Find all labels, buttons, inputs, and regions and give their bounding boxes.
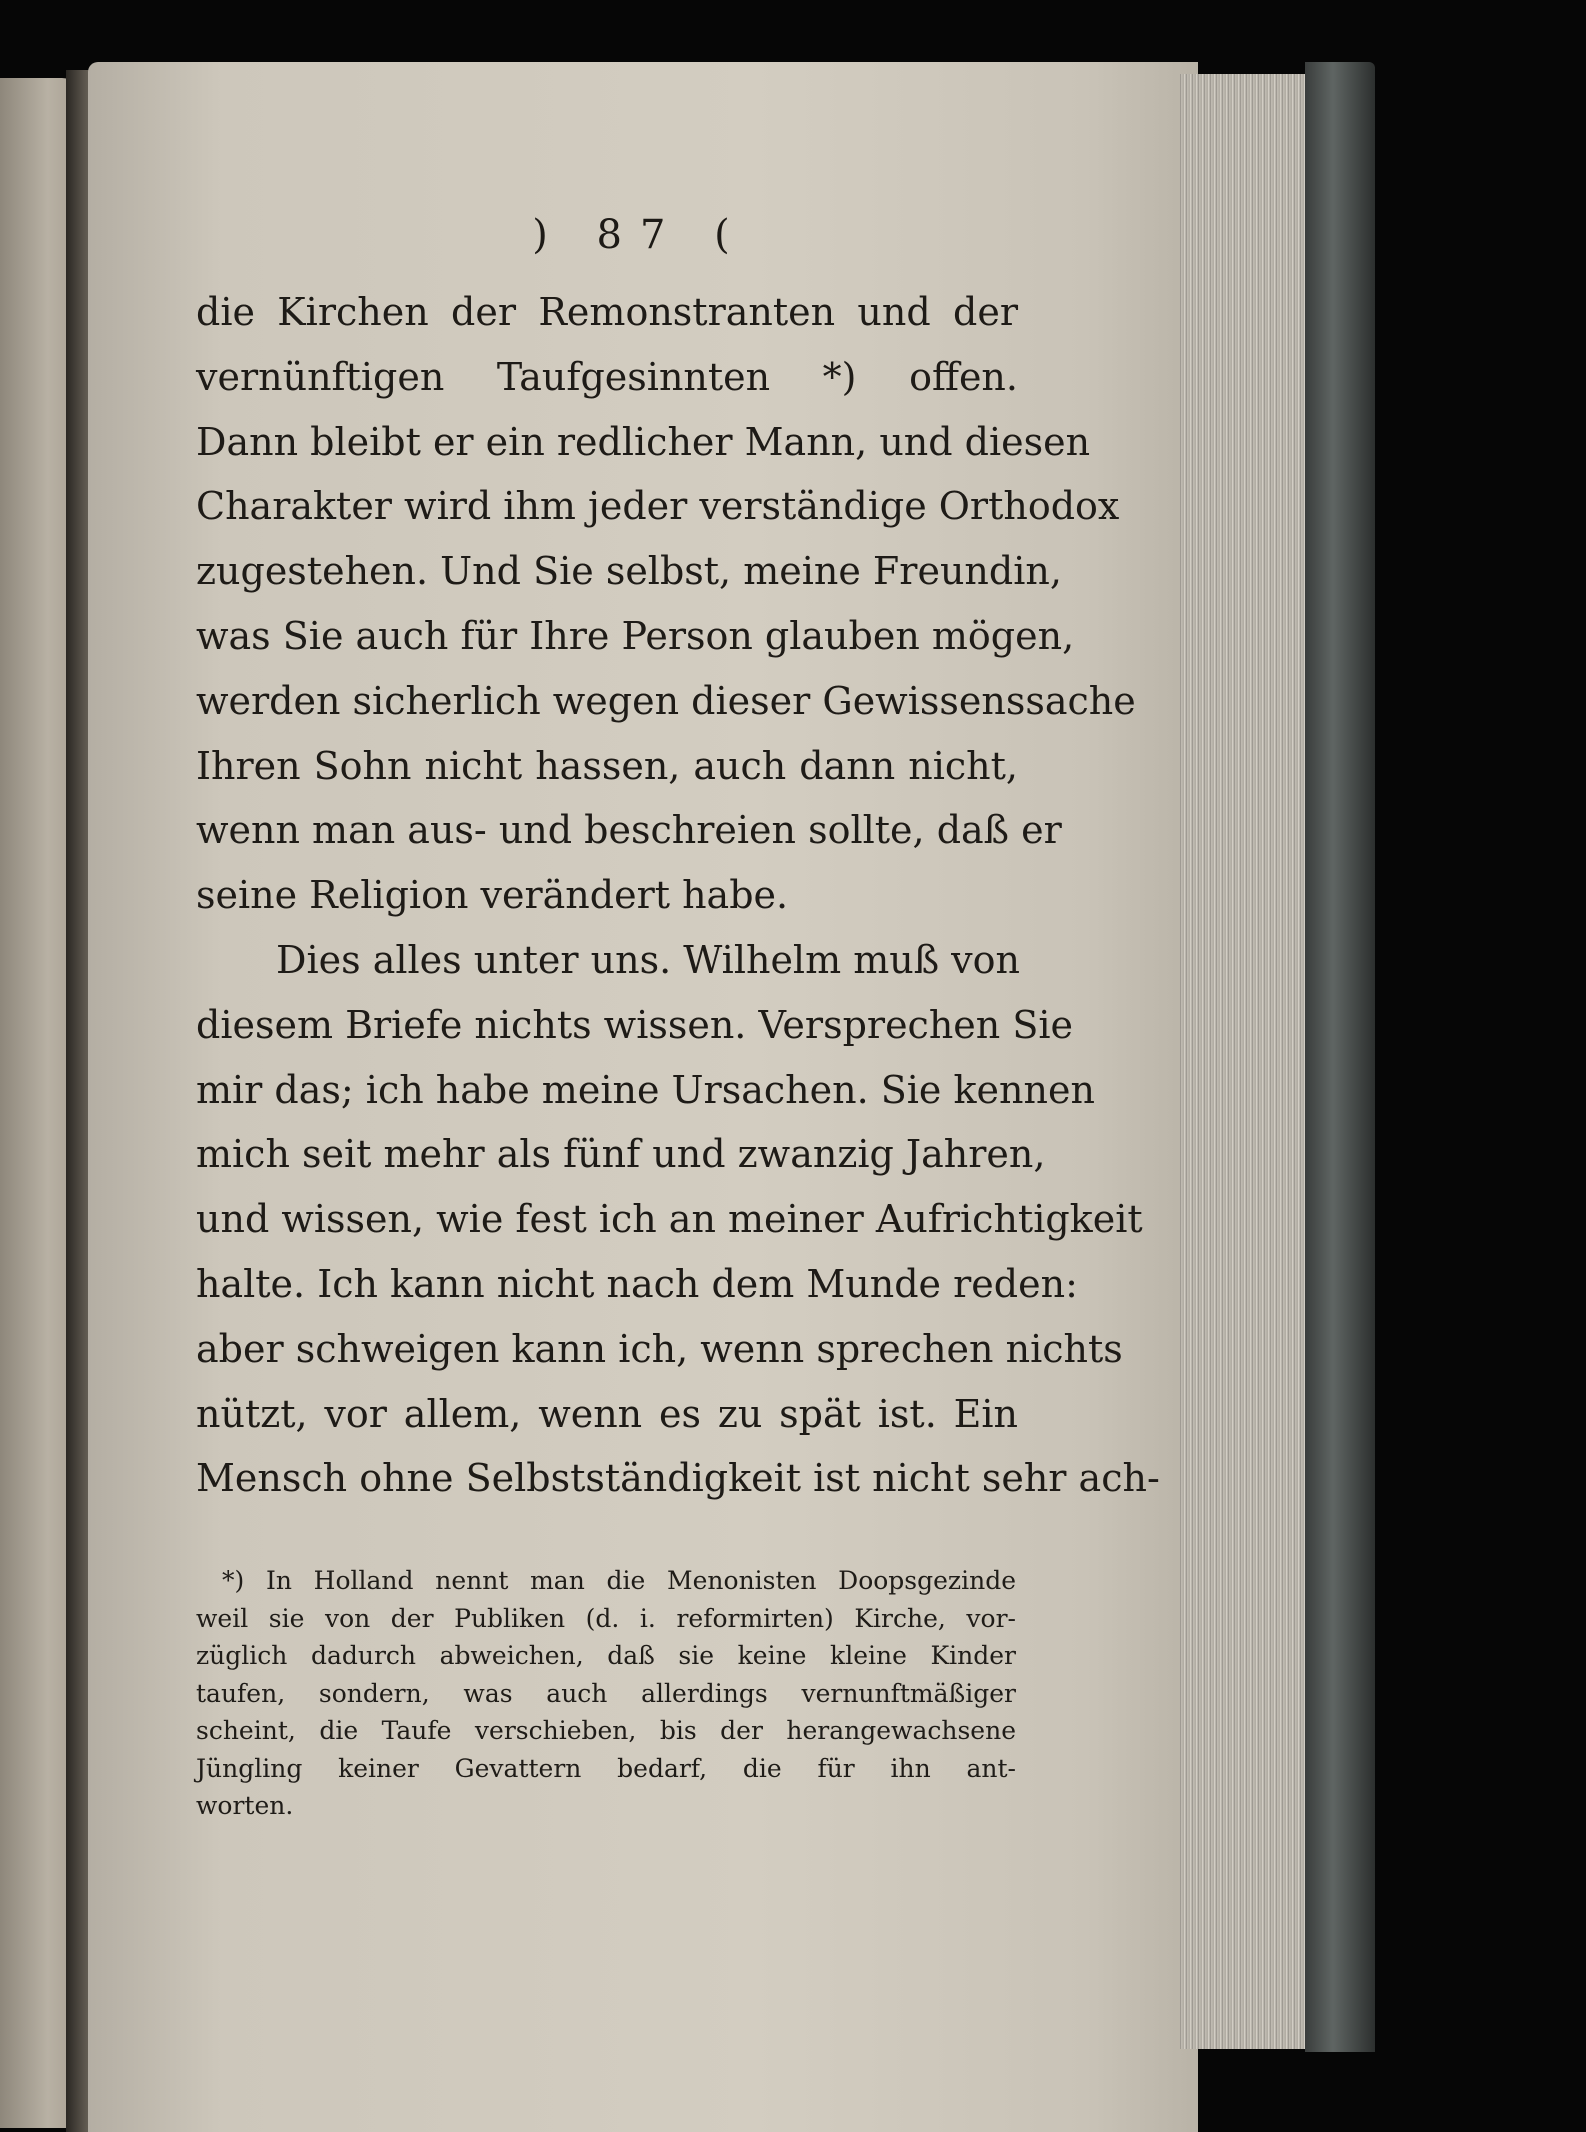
body-text <box>196 280 1160 1511</box>
body-line: Dies alles unter uns. Wilhelm muß von <box>276 937 1020 982</box>
body-line: was Sie auch für Ihre Person glauben mögen, <box>196 613 1075 658</box>
footnote-line: *) In Holland nennt man die Menonisten Doopsgezinde <box>222 1566 1016 1595</box>
book-cover <box>1305 62 1375 2052</box>
body-line: Ihren Sohn nicht hassen, auch dann nicht, <box>196 743 1018 788</box>
footnote-line: Jüngling keiner Gevattern bedarf, die für ihn ant- <box>196 1753 1016 1783</box>
body-line: vernünftigen Taufgesinnten *) offen. <box>196 354 1018 399</box>
body-line: Charakter wird ihm jeder verständige Orthodox <box>196 484 1120 529</box>
body-line: halte. Ich kann nicht nach dem Munde reden: <box>196 1261 1078 1306</box>
body-line: werden sicherlich wegen dieser Gewissenssache <box>196 678 1136 723</box>
body-line: und wissen, wie fest ich an meiner Aufrichtigkeit <box>196 1197 1143 1242</box>
body-line: nützt, vor allem, wenn es zu spät ist. Ein <box>196 1391 1018 1436</box>
body-line: seine Religion verändert habe. <box>196 873 789 918</box>
page-edges <box>1180 74 1308 2049</box>
body-line: Dann bleibt er ein redlicher Mann, und diesen <box>196 419 1091 464</box>
footnote-line: taufen, sondern, was auch allerdings vernunftmäßiger <box>196 1678 1016 1708</box>
body-line: mir das; ich habe meine Ursachen. Sie kennen <box>196 1067 1095 1112</box>
body-line: diesem Briefe nichts wissen. Versprechen Sie <box>196 1002 1074 1047</box>
footnote <box>196 1562 1016 1825</box>
body-line: Mensch ohne Selbstständigkeit ist nicht sehr ach- <box>196 1456 1160 1501</box>
body-line: aber schweigen kann ich, wenn sprechen nichts <box>196 1326 1123 1371</box>
body-line: mich seit mehr als fünf und zwanzig Jahren, <box>196 1132 1046 1177</box>
footnote-line: weil sie von der Publiken (d. i. reformirten) Kirche, vor- <box>196 1603 1016 1633</box>
body-line: die Kirchen der Remonstranten und der <box>196 290 1018 334</box>
footnote-line: worten. <box>196 1791 294 1820</box>
footnote-line: züglich dadurch abweichen, daß sie keine kleine Kinder <box>196 1641 1016 1670</box>
footnote-line: scheint, die Taufe verschieben, bis der herangewachsene <box>196 1716 1016 1745</box>
page-header: ) 87 ( <box>532 212 748 258</box>
body-line: zugestehen. Und Sie selbst, meine Freundin, <box>196 549 1062 594</box>
body-line: wenn man aus- und beschreien sollte, daß er <box>196 808 1062 853</box>
